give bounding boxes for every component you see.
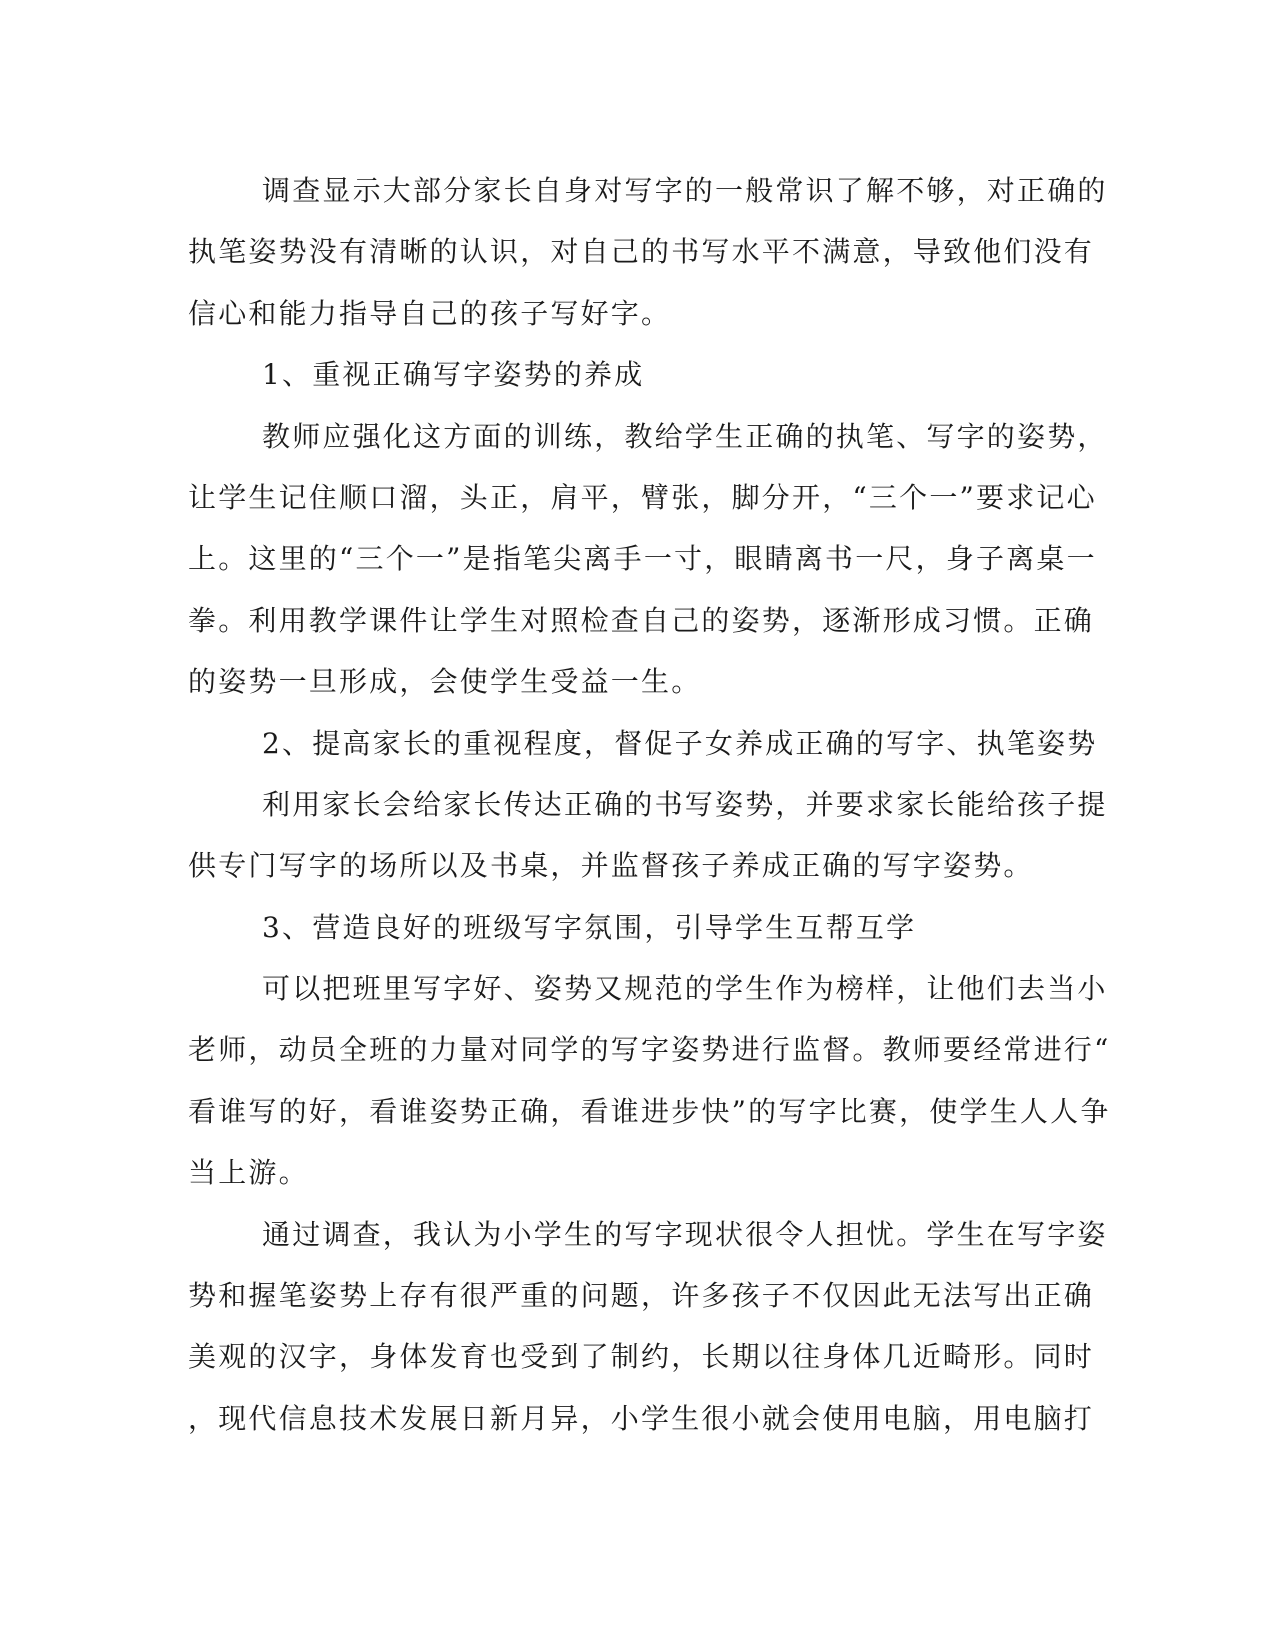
text-line: 拳。利用教学课件让学生对照检查自己的姿势，逐渐形成习惯。正确 (188, 603, 1095, 637)
text-line: 看谁写的好，看谁姿势正确，看谁进步快”的写字比赛，使学生人人争 (188, 1094, 1111, 1128)
text-line: 当上游。 (188, 1156, 309, 1190)
text-line: 教师应强化这方面的训练，教给学生正确的执笔、写字的姿势， (262, 419, 1108, 453)
text-line: 供专门写字的场所以及书桌，并监督孩子养成正确的写字姿势。 (188, 849, 1034, 883)
text-line: 调查显示大部分家长自身对写字的一般常识了解不够，对正确的 (262, 174, 1108, 207)
text-line: 的姿势一旦形成，会使学生受益一生。 (188, 665, 702, 699)
text-line: 上。这里的“三个一”是指笔尖离手一寸，眼睛离书一尺，身子离桌一 (188, 542, 1097, 576)
text-line: 可以把班里写字好、姿势又规范的学生作为榜样，让他们去当小 (262, 972, 1108, 1006)
text-line: 执笔姿势没有清晰的认识，对自己的书写水平不满意，导致他们没有 (188, 235, 1095, 269)
document-body (188, 160, 1111, 1449)
text-line: 通过调查，我认为小学生的写字现状很令人担忧。学生在写字姿 (262, 1217, 1108, 1251)
text-line: ，现代信息技术发展日新月异，小学生很小就会使用电脑，用电脑打 (188, 1401, 1095, 1435)
text-line: 2、提高家长的重视程度，督促子女养成正确的写字、执笔姿势 (262, 726, 1098, 760)
text-line: 信心和能力指导自己的孩子写好字。 (188, 296, 672, 330)
text-line: 利用家长会给家长传达正确的书写姿势，并要求家长能给孩子提 (262, 787, 1108, 821)
text-line: 1、重视正确写字姿势的养成 (262, 358, 645, 392)
text-line: 老师，动员全班的力量对同学的写字姿势进行监督。教师要经常进行“ (188, 1033, 1111, 1067)
text-line: 美观的汉字，身体发育也受到了制约，长期以往身体几近畸形。同时 (188, 1340, 1095, 1374)
text-line: 势和握笔姿势上存有很严重的问题，许多孩子不仅因此无法写出正确 (188, 1279, 1095, 1313)
text-line: 3、营造良好的班级写字氛围，引导学生互帮互学 (262, 910, 917, 944)
text-line: 让学生记住顺口溜，头正，肩平，臂张，脚分开，“三个一”要求记心 (188, 480, 1097, 514)
